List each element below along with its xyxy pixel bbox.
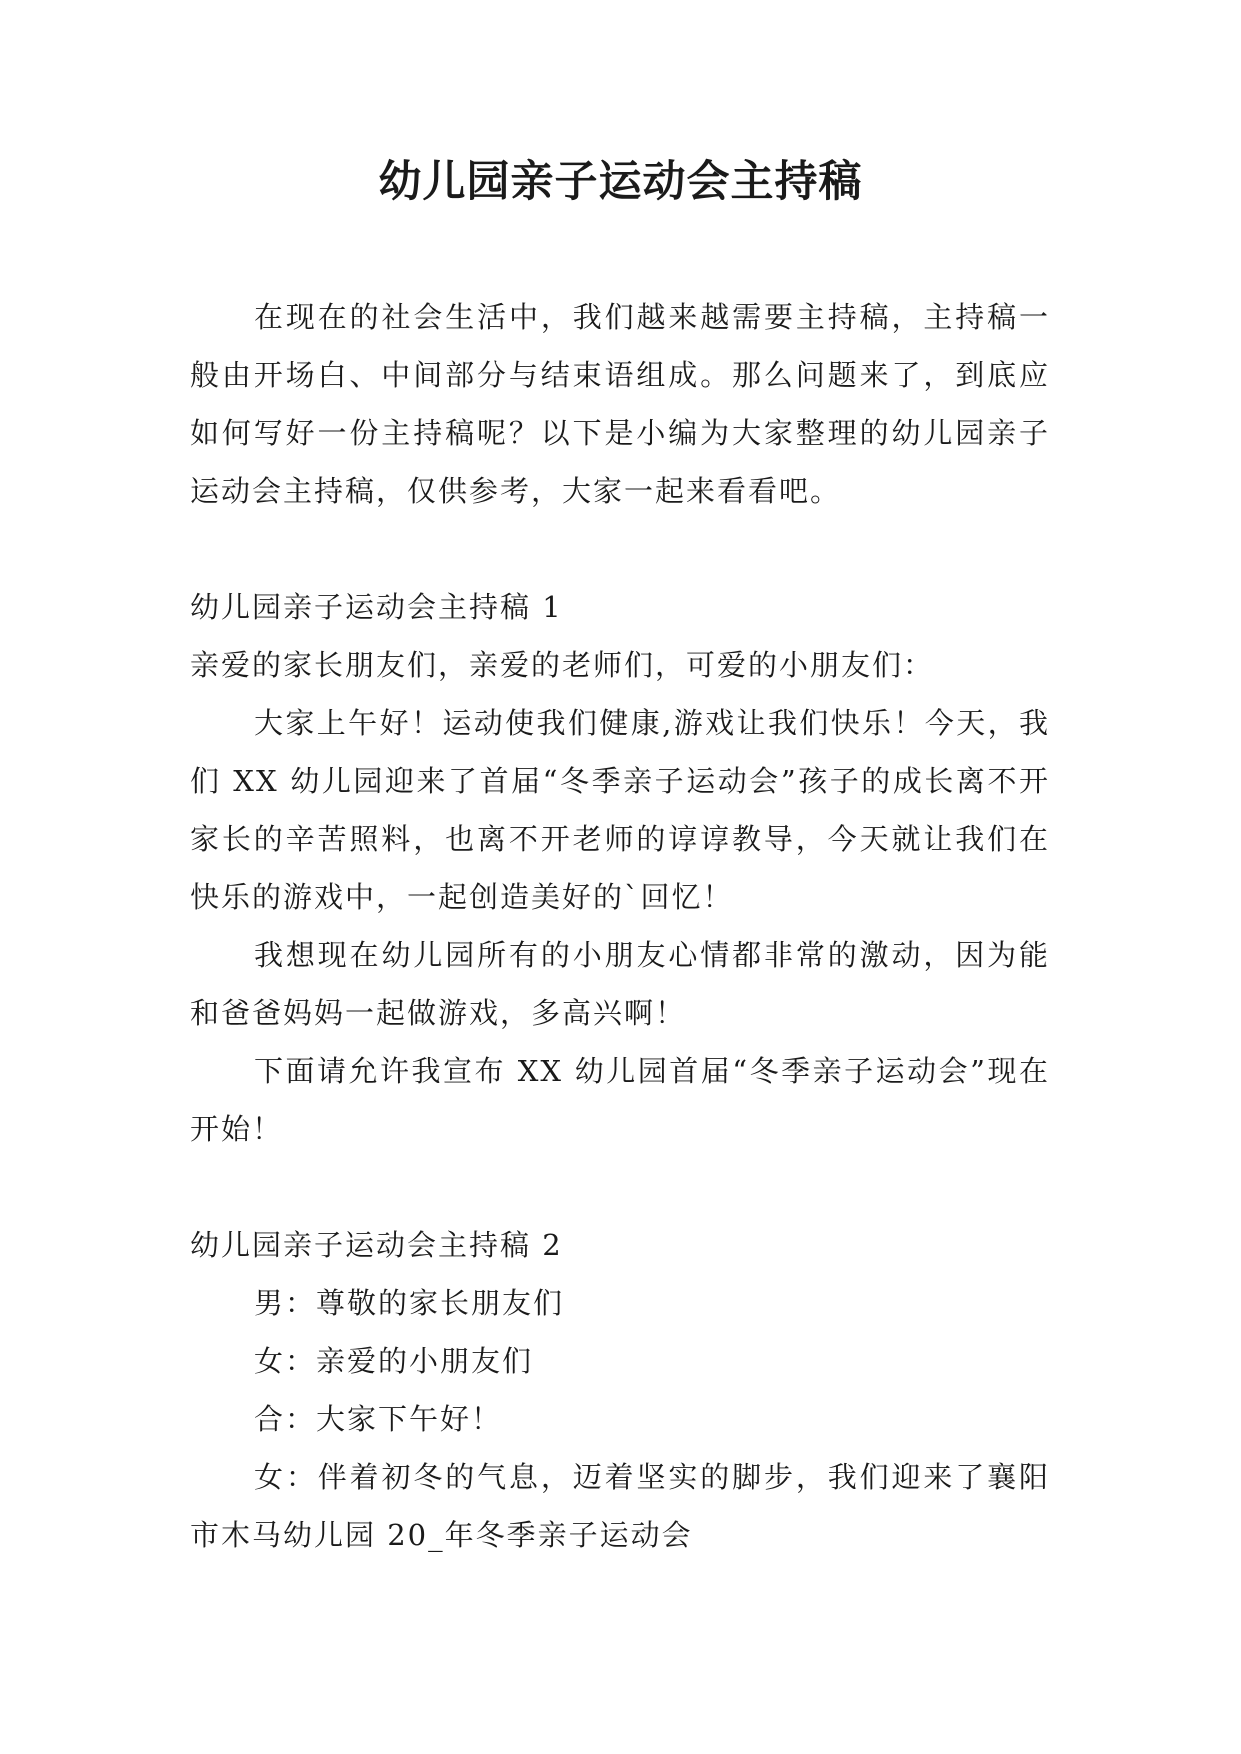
spacer [190, 1158, 1050, 1216]
section-2-line-3: 合：大家下午好！ [254, 1402, 503, 1436]
intro-paragraph: 在现在的社会生活中，我们越来越需要主持稿，主持稿一般由开场白、中间部分与结束语组成。那么问题来了，到底应如何写好一份主持稿呢？以下是小编为大家整理的幼儿园亲子运动会主持稿，仅供参考，大家一起来看看吧。 [190, 300, 1050, 508]
document-body [190, 288, 1050, 1564]
section-2-line-1: 男：尊敬的家长朋友们 [254, 1286, 565, 1320]
section-1-paragraph-1: 大家上午好！运动使我们健康,游戏让我们快乐！今天，我们 XX 幼儿园迎来了首届“冬季亲子运动会”孩子的成长离不开家长的辛苦照料，也离不开老师的谆谆教导，今天就让我们在快乐的游戏中，一起创造美好的`回忆！ [190, 706, 1050, 914]
section-2-heading: 幼儿园亲子运动会主持稿 2 [190, 1228, 563, 1262]
section-1-greeting: 亲爱的家长朋友们，亲爱的老师们，可爱的小朋友们： [190, 648, 935, 682]
section-1-heading: 幼儿园亲子运动会主持稿 1 [190, 590, 563, 624]
section-1-paragraph-2: 我想现在幼儿园所有的小朋友心情都非常的激动，因为能和爸爸妈妈一起做游戏，多高兴啊！ [190, 938, 1050, 1030]
section-2-paragraph-4: 女：伴着初冬的气息，迈着坚实的脚步，我们迎来了襄阳市木马幼儿园 20_年冬季亲子运动会 [190, 1460, 1050, 1552]
document-title: 幼儿园亲子运动会主持稿 [378, 157, 863, 207]
section-1-paragraph-3: 下面请允许我宣布 XX 幼儿园首届“冬季亲子运动会”现在开始！ [190, 1054, 1050, 1146]
spacer [190, 520, 1050, 578]
section-2-line-2: 女：亲爱的小朋友们 [254, 1344, 534, 1378]
